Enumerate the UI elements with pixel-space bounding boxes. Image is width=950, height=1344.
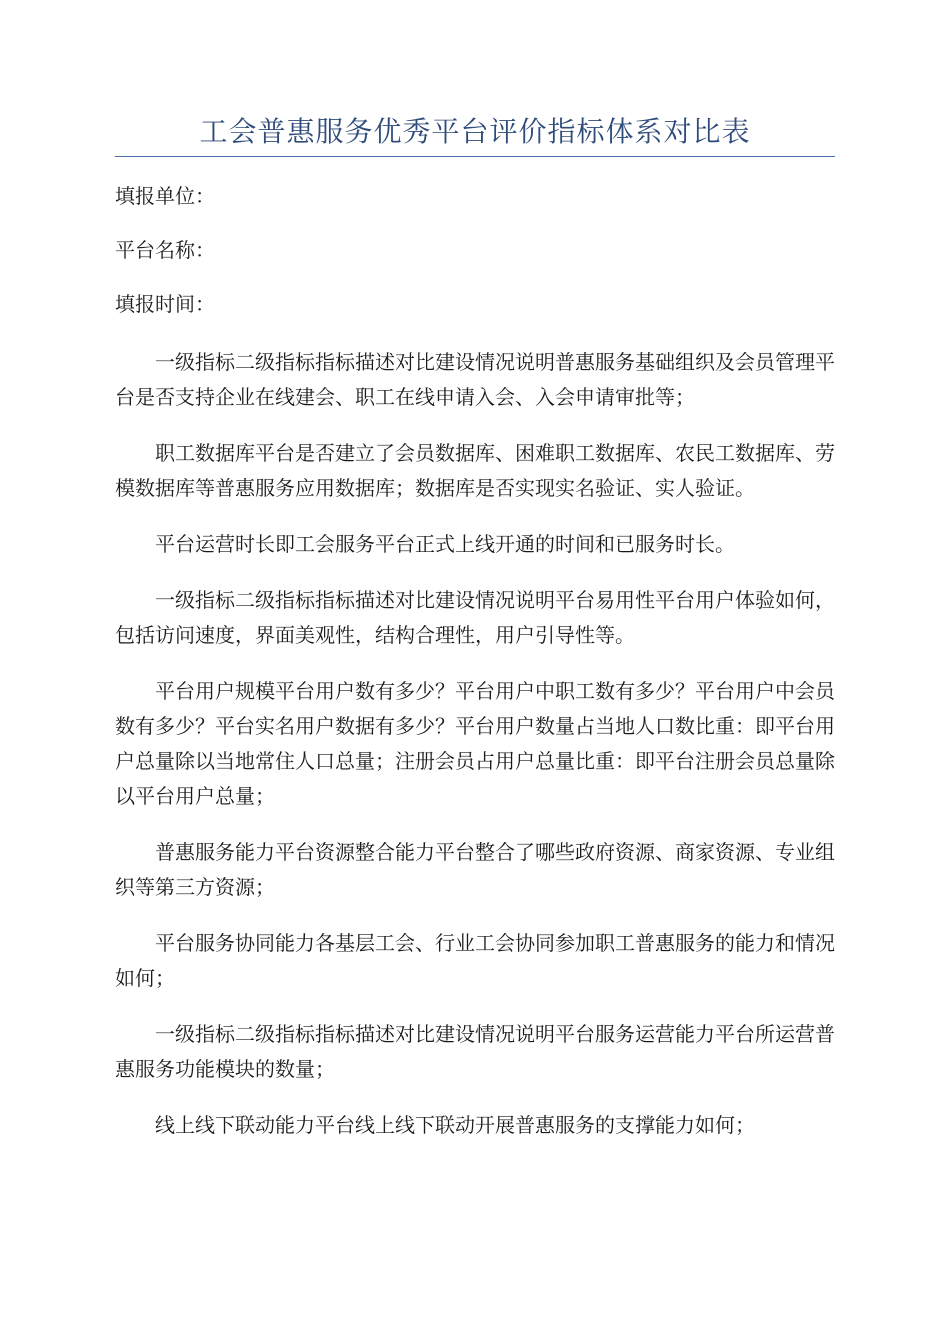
paragraph: 线上线下联动能力平台线上线下联动开展普惠服务的支撑能力如何； [155, 1113, 755, 1137]
field-reporting-time: 填报时间： [115, 292, 215, 316]
field-reporting-unit: 填报单位： [115, 184, 215, 208]
paragraph: 一级指标二级指标指标描述对比建设情况说明平台易用性平台用户体验如何，包括访问速度，界面美观性，结构合理性，用户引导性等。 [115, 588, 835, 647]
paragraph: 平台服务协同能力各基层工会、行业工会协同参加职工普惠服务的能力和情况如何； [115, 931, 835, 990]
field-platform-name: 平台名称： [115, 238, 215, 262]
paragraph: 职工数据库平台是否建立了会员数据库、困难职工数据库、农民工数据库、劳模数据库等普惠服务应用数据库；数据库是否实现实名验证、实人验证。 [115, 441, 835, 500]
paragraph: 平台用户规模平台用户数有多少？平台用户中职工数有多少？平台用户中会员数有多少？平台实名用户数据有多少？平台用户数量占当地人口数比重：即平台用户总量除以当地常住人口总量；注册会员占用户总量比重：即平台注册会员总量除以平台用户总量； [115, 679, 835, 808]
document-title: 工会普惠服务优秀平台评价指标体系对比表 [115, 110, 835, 157]
paragraph: 平台运营时长即工会服务平台正式上线开通的时间和已服务时长。 [155, 532, 735, 556]
document-page [115, 110, 835, 1143]
paragraph: 普惠服务能力平台资源整合能力平台整合了哪些政府资源、商家资源、专业组织等第三方资源； [115, 840, 835, 899]
paragraph: 一级指标二级指标指标描述对比建设情况说明普惠服务基础组织及会员管理平台是否支持企业在线建会、职工在线申请入会、入会申请审批等； [115, 350, 835, 409]
paragraph: 一级指标二级指标指标描述对比建设情况说明平台服务运营能力平台所运营普惠服务功能模块的数量； [115, 1022, 835, 1081]
